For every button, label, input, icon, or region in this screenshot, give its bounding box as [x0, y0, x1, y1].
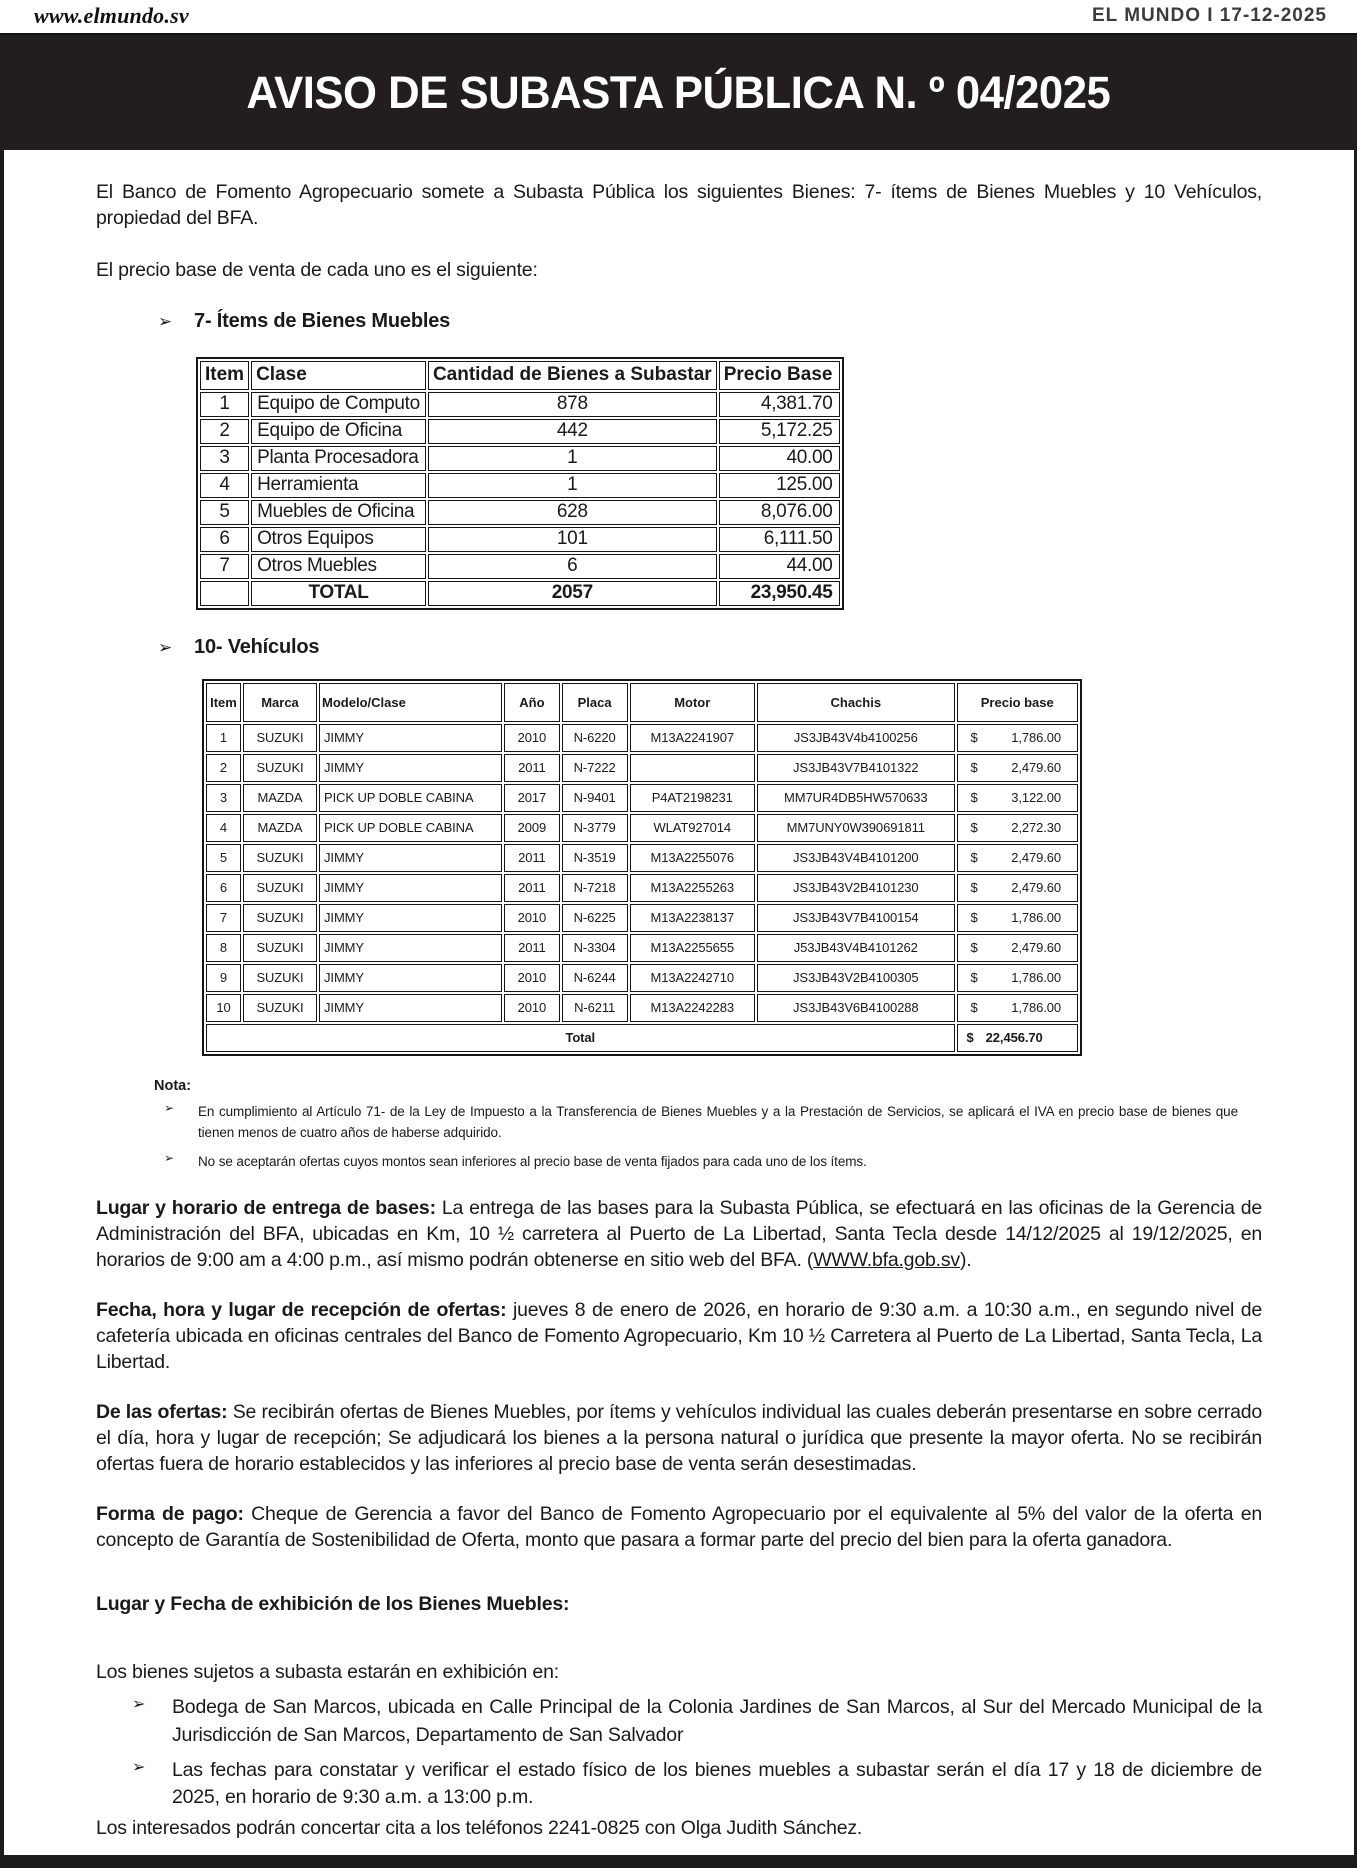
- vehiculos-cell: 2011: [504, 844, 560, 872]
- nota-item: [154, 1101, 1262, 1144]
- muebles-column-header: Cantidad de Bienes a Subastar: [428, 361, 717, 390]
- muebles-cell: 6: [428, 554, 717, 579]
- currency-symbol: $: [970, 1000, 978, 1016]
- muebles-total-cell: 2057: [428, 581, 717, 606]
- muebles-header-row: [200, 361, 840, 390]
- vehiculos-cell: 4: [206, 814, 241, 842]
- vehiculos-cell: 2010: [504, 724, 560, 752]
- muebles-cell: 101: [428, 527, 717, 552]
- muebles-cell: 125.00: [719, 473, 841, 498]
- muebles-cell: 1: [428, 473, 717, 498]
- arrow-bullet-icon: ➢: [164, 1100, 175, 1115]
- notice-title: AVISO DE SUBASTA PÚBLICA N. º 04/2025: [246, 66, 1111, 118]
- vehiculos-cell: JIMMY: [319, 844, 502, 872]
- muebles-cell: 3: [200, 446, 249, 471]
- vehiculos-cell: 6: [206, 874, 241, 902]
- currency-symbol: $: [970, 790, 978, 806]
- vehiculos-row: [206, 784, 1078, 812]
- vehiculos-heading: [158, 636, 1262, 659]
- currency-symbol: $: [970, 940, 978, 956]
- vehiculos-cell: SUZUKI: [243, 874, 317, 902]
- vehiculos-cell: M13A2255263: [630, 874, 756, 902]
- vehiculos-cell: JIMMY: [319, 904, 502, 932]
- arrow-bullet-icon: ➢: [132, 1696, 146, 1714]
- vehiculos-row: [206, 874, 1078, 902]
- vehiculos-row: [206, 754, 1078, 782]
- muebles-cell: 4: [200, 473, 249, 498]
- muebles-table: [196, 357, 844, 610]
- closing-paragraph: Los interesados podrán concertar cita a los teléfonos 2241-0825 con Olga Judith Sánchez.: [96, 1816, 863, 1839]
- vehiculos-cell: P4AT2198231: [630, 784, 756, 812]
- vehiculos-cell: MAZDA: [243, 784, 317, 812]
- vehiculos-cell: N-7218: [562, 874, 628, 902]
- muebles-row: [200, 446, 840, 471]
- currency-symbol: $: [970, 850, 978, 866]
- total-amount: 22,456.70: [985, 1030, 1043, 1046]
- arrow-bullet-icon: ➢: [158, 311, 173, 331]
- vehiculos-cell: SUZUKI: [243, 844, 317, 872]
- vehiculos-total-label: Total: [206, 1024, 955, 1052]
- vehiculos-heading-label: 10- Vehículos: [194, 635, 320, 658]
- vehiculos-cell: 9: [206, 964, 241, 992]
- website-link[interactable]: WWW.bfa.gob.sv: [813, 1249, 960, 1272]
- muebles-column-header: Clase: [251, 361, 426, 390]
- section-lead: De las ofertas:: [96, 1400, 228, 1423]
- muebles-cell: 7: [200, 554, 249, 579]
- vehiculos-cell: M13A2238137: [630, 904, 756, 932]
- vehiculos-price-cell: [957, 814, 1078, 842]
- section-paragraph: De las ofertas: Se recibirán ofertas de Bienes Muebles, por ítems y vehículos individual las cuales deberán presentarse en sobre cerrado el día, hora y lugar de recepción; Se adjudicará los bienes a la persona natural o jurídica que presente la mayor oferta. No se recibirán ofertas fuera de horario establecidos y las inferiores al precio base de venta serán desestimadas.: [96, 1400, 1262, 1475]
- vehiculos-cell: 5: [206, 844, 241, 872]
- muebles-cell: 40.00: [719, 446, 841, 471]
- vehiculos-cell: N-9401: [562, 784, 628, 812]
- price-amount: 1,786.00: [1011, 730, 1061, 746]
- section-lead: Forma de pago:: [96, 1502, 244, 1525]
- price-box: [962, 875, 1073, 901]
- price-amount: 2,272.30: [1011, 820, 1061, 836]
- vehiculos-row: [206, 964, 1078, 992]
- exhibicion-intro: Los bienes sujetos a subasta estarán en exhibición en:: [96, 1661, 559, 1684]
- muebles-cell: Muebles de Oficina: [251, 500, 426, 525]
- vehiculos-column-header: Placa: [562, 683, 628, 722]
- muebles-cell: 442: [428, 419, 717, 444]
- nota-label: Nota:: [154, 1077, 192, 1094]
- vehiculos-cell: M13A2241907: [630, 724, 756, 752]
- muebles-cell: 4,381.70: [719, 392, 841, 417]
- muebles-column-header: Precio Base: [719, 361, 841, 390]
- vehiculos-cell: JIMMY: [319, 724, 502, 752]
- price-box: [962, 815, 1073, 841]
- currency-symbol: $: [966, 1030, 974, 1046]
- muebles-row: [200, 527, 840, 552]
- vehiculos-cell: SUZUKI: [243, 934, 317, 962]
- vehiculos-cell: N-7222: [562, 754, 628, 782]
- vehiculos-cell: PICK UP DOBLE CABINA: [319, 814, 502, 842]
- vehiculos-cell: JS3JB43V2B4101230: [757, 874, 955, 902]
- vehiculos-cell: JS3JB43V4B4101200: [757, 844, 955, 872]
- vehiculos-total-price: [957, 1024, 1078, 1052]
- muebles-column-header: Item: [200, 361, 249, 390]
- exhibicion-item-text: Bodega de San Marcos, ubicada en Calle Principal de la Colonia Jardines de San Marcos, al Sur del Mercado Municipal de la Jurisdicción de San Marcos, Departamento de San Salvador: [172, 1696, 1262, 1746]
- vehiculos-cell: N-3779: [562, 814, 628, 842]
- muebles-heading-label: 7- Ítems de Bienes Muebles: [194, 309, 451, 332]
- exhibicion-item-text: Las fechas para constatar y verificar el estado físico de los bienes muebles a subastar serán el día 17 y 18 de diciembre de 2025, en horario de 9:30 a.m. a 13:00 p.m.: [172, 1759, 1262, 1809]
- vehiculos-cell: WLAT927014: [630, 814, 756, 842]
- muebles-total-cell: TOTAL: [251, 581, 426, 606]
- nota-section: [154, 1078, 1262, 1173]
- nota-item-text: No se aceptarán ofertas cuyos montos sean inferiores al precio base de venta fijados para cada uno de los ítems.: [198, 1153, 867, 1169]
- price-box: [962, 755, 1073, 781]
- vehiculos-cell: N-6244: [562, 964, 628, 992]
- vehiculos-cell: 2009: [504, 814, 560, 842]
- vehiculos-row: [206, 934, 1078, 962]
- vehiculos-cell: 2011: [504, 874, 560, 902]
- currency-symbol: $: [970, 970, 978, 986]
- price-base-paragraph: El precio base de venta de cada uno es el siguiente:: [96, 258, 538, 281]
- vehiculos-cell: PICK UP DOBLE CABINA: [319, 784, 502, 812]
- price-box: [962, 995, 1073, 1021]
- vehiculos-cell: N-6225: [562, 904, 628, 932]
- muebles-cell: 628: [428, 500, 717, 525]
- arrow-bullet-icon: ➢: [132, 1759, 146, 1776]
- vehiculos-cell: J53JB43V4B4101262: [757, 934, 955, 962]
- vehiculos-price-cell: [957, 964, 1078, 992]
- muebles-cell: 5: [200, 500, 249, 525]
- vehiculos-cell: 2010: [504, 904, 560, 932]
- vehiculos-cell: 2011: [504, 934, 560, 962]
- vehiculos-cell: 2011: [504, 754, 560, 782]
- muebles-cell: 878: [428, 392, 717, 417]
- vehiculos-column-header: Marca: [243, 683, 317, 722]
- muebles-heading: [158, 310, 1262, 333]
- vehiculos-price-cell: [957, 934, 1078, 962]
- muebles-cell: 5,172.25: [719, 419, 841, 444]
- vehiculos-cell: JS3JB43V7B4100154: [757, 904, 955, 932]
- vehiculos-cell: JS3JB43V2B4100305: [757, 964, 955, 992]
- section-paragraph: Forma de pago: Cheque de Gerencia a favor del Banco de Fomento Agropecuario por el equivalente al 5% del valor de la oferta en concepto de Garantía de Sostenibilidad de Oferta, monto que pasara a formar parte del precio del bien para la oferta ganadora.: [96, 1502, 1262, 1551]
- muebles-cell: Herramienta: [251, 473, 426, 498]
- vehiculos-cell: M13A2242710: [630, 964, 756, 992]
- exhibicion-item: [96, 1694, 1262, 1749]
- vehiculos-cell: JS3JB43V7B4101322: [757, 754, 955, 782]
- exhibicion-item: [96, 1757, 1262, 1812]
- muebles-row: [200, 500, 840, 525]
- vehiculos-table: [202, 679, 1082, 1056]
- section-lead: Fecha, hora y lugar de recepción de ofertas:: [96, 1299, 507, 1322]
- price-box: [962, 905, 1073, 931]
- currency-symbol: $: [970, 760, 978, 776]
- muebles-cell: Equipo de Oficina: [251, 419, 426, 444]
- price-amount: 3,122.00: [1011, 790, 1061, 806]
- vehiculos-cell: 2010: [504, 994, 560, 1022]
- muebles-row: [200, 392, 840, 417]
- vehiculos-row: [206, 904, 1078, 932]
- exhibicion-items: [96, 1694, 1262, 1811]
- currency-symbol: $: [970, 910, 978, 926]
- muebles-cell: Planta Procesadora: [251, 446, 426, 471]
- nota-item-text: En cumplimiento al Artículo 71- de la Ley de Impuesto a la Transferencia de Bienes Muebles y a la Prestación de Servicios, se aplicará el IVA en precio base de bienes que tienen menos de cuatro años de haberse adquirido.: [198, 1103, 1238, 1141]
- vehiculos-price-cell: [957, 724, 1078, 752]
- vehiculos-price-cell: [957, 784, 1078, 812]
- price-amount: 2,479.60: [1011, 760, 1061, 776]
- price-box: [962, 935, 1073, 961]
- vehiculos-cell: N-6211: [562, 994, 628, 1022]
- vehiculos-cell: JIMMY: [319, 874, 502, 902]
- bottom-rule: [4, 1855, 1354, 1868]
- vehiculos-column-header: Motor: [630, 683, 756, 722]
- vehiculos-header-row: [206, 683, 1078, 722]
- section-paragraph: Lugar y horario de entrega de bases: La entrega de las bases para la Subasta Pública, se efectuará en las oficinas de la Gerencia de Administración del BFA, ubicadas en Km, 10 ½ carretera al Puerto de La Libertad, Santa Tecla desde 14/12/2025 al 19/12/2025, en horarios de 9:00 am a 4:00 p.m., así mismo podrán obtenerse en sitio web del BFA. (WWW.bfa.gob.sv).: [96, 1197, 1263, 1272]
- newspaper-header: [0, 0, 1357, 33]
- vehiculos-cell: N-6220: [562, 724, 628, 752]
- currency-symbol: $: [970, 730, 978, 746]
- muebles-row: [200, 419, 840, 444]
- muebles-row: [200, 473, 840, 498]
- vehiculos-cell: M13A2255655: [630, 934, 756, 962]
- vehiculos-cell: 7: [206, 904, 241, 932]
- vehiculos-cell: [630, 754, 756, 782]
- vehiculos-price-cell: [957, 994, 1078, 1022]
- notice-banner: [0, 33, 1357, 150]
- vehiculos-cell: M13A2242283: [630, 994, 756, 1022]
- muebles-cell: 8,076.00: [719, 500, 841, 525]
- exhibicion-heading: Lugar y Fecha de exhibición de los Bienes Muebles:: [96, 1593, 570, 1616]
- currency-symbol: $: [970, 880, 978, 896]
- vehiculos-cell: N-3304: [562, 934, 628, 962]
- vehiculos-price-cell: [957, 904, 1078, 932]
- vehiculos-row: [206, 994, 1078, 1022]
- vehiculos-cell: JIMMY: [319, 964, 502, 992]
- vehiculos-cell: MAZDA: [243, 814, 317, 842]
- price-amount: 1,786.00: [1011, 910, 1061, 926]
- vehiculos-total-row: [206, 1024, 1078, 1052]
- price-box: [962, 785, 1073, 811]
- vehiculos-price-cell: [957, 844, 1078, 872]
- edition-date: EL MUNDO I 17-12-2025: [1091, 4, 1327, 26]
- vehiculos-cell: JS3JB43V6B4100288: [757, 994, 955, 1022]
- intro-paragraph: El Banco de Fomento Agropecuario somete a Subasta Pública los siguientes Bienes: 7- ítems de Bienes Muebles y 10 Vehículos, propiedad del BFA.: [96, 181, 1262, 229]
- price-box: [962, 725, 1073, 751]
- muebles-cell: 2: [200, 419, 249, 444]
- section-lead: Lugar y horario de entrega de bases:: [96, 1197, 436, 1220]
- muebles-cell: 44.00: [719, 554, 841, 579]
- vehiculos-cell: MM7UNY0W390691811: [757, 814, 955, 842]
- vehiculos-cell: MM7UR4DB5HW570633: [757, 784, 955, 812]
- vehiculos-cell: 8: [206, 934, 241, 962]
- price-amount: 2,479.60: [1011, 850, 1061, 866]
- vehiculos-cell: JS3JB43V4b4100256: [757, 724, 955, 752]
- vehiculos-cell: JIMMY: [319, 934, 502, 962]
- vehiculos-cell: JIMMY: [319, 754, 502, 782]
- muebles-total-cell: 23,950.45: [719, 581, 841, 606]
- vehiculos-cell: SUZUKI: [243, 964, 317, 992]
- muebles-cell: 6,111.50: [719, 527, 841, 552]
- vehiculos-row: [206, 844, 1078, 872]
- section-paragraph: Fecha, hora y lugar de recepción de ofertas: jueves 8 de enero de 2026, en horario de 9:30 a.m. a 10:30 a.m., en segundo nivel de cafetería ubicada en oficinas centrales del Banco de Fomento Agropecuario, Km 10 ½ Carretera al Puerto de La Libertad, Santa Tecla, La Libertad.: [96, 1299, 1262, 1373]
- vehiculos-cell: 1: [206, 724, 241, 752]
- vehiculos-cell: N-3519: [562, 844, 628, 872]
- vehiculos-cell: 2: [206, 754, 241, 782]
- vehiculos-column-header: Año: [504, 683, 560, 722]
- vehiculos-cell: JIMMY: [319, 994, 502, 1022]
- notice-body: [0, 150, 1357, 1868]
- nota-item: [154, 1151, 1262, 1173]
- price-box: [962, 845, 1073, 871]
- vehiculos-column-header: Precio base: [957, 683, 1078, 722]
- vehiculos-cell: 2010: [504, 964, 560, 992]
- sections: [96, 1196, 1262, 1553]
- vehiculos-cell: 10: [206, 994, 241, 1022]
- vehiculos-column-header: Modelo/Clase: [319, 683, 502, 722]
- muebles-cell: Otros Equipos: [251, 527, 426, 552]
- price-box: [962, 965, 1073, 991]
- currency-symbol: $: [970, 820, 978, 836]
- muebles-cell: 6: [200, 527, 249, 552]
- vehiculos-cell: 3: [206, 784, 241, 812]
- muebles-total-cell: [200, 581, 249, 606]
- muebles-row: [200, 554, 840, 579]
- vehiculos-column-header: Item: [206, 683, 241, 722]
- vehiculos-cell: SUZUKI: [243, 904, 317, 932]
- muebles-cell: 1: [200, 392, 249, 417]
- vehiculos-column-header: Chachis: [757, 683, 955, 722]
- muebles-cell: 1: [428, 446, 717, 471]
- muebles-cell: Equipo de Computo: [251, 392, 426, 417]
- vehiculos-cell: SUZUKI: [243, 994, 317, 1022]
- muebles-total-row: [200, 581, 840, 606]
- vehiculos-row: [206, 814, 1078, 842]
- price-amount: 1,786.00: [1011, 1000, 1061, 1016]
- vehiculos-price-cell: [957, 754, 1078, 782]
- nota-items: [154, 1101, 1262, 1173]
- arrow-bullet-icon: ➢: [164, 1150, 175, 1165]
- vehiculos-cell: SUZUKI: [243, 724, 317, 752]
- price-amount: 2,479.60: [1011, 940, 1061, 956]
- arrow-bullet-icon: ➢: [158, 637, 173, 657]
- price-amount: 1,786.00: [1011, 970, 1061, 986]
- vehiculos-cell: SUZUKI: [243, 754, 317, 782]
- vehiculos-price-cell: [957, 874, 1078, 902]
- price-amount: 2,479.60: [1011, 880, 1061, 896]
- site-name: www.elmundo.sv: [34, 2, 189, 28]
- vehiculos-cell: M13A2255076: [630, 844, 756, 872]
- vehiculos-cell: 2017: [504, 784, 560, 812]
- muebles-cell: Otros Muebles: [251, 554, 426, 579]
- vehiculos-row: [206, 724, 1078, 752]
